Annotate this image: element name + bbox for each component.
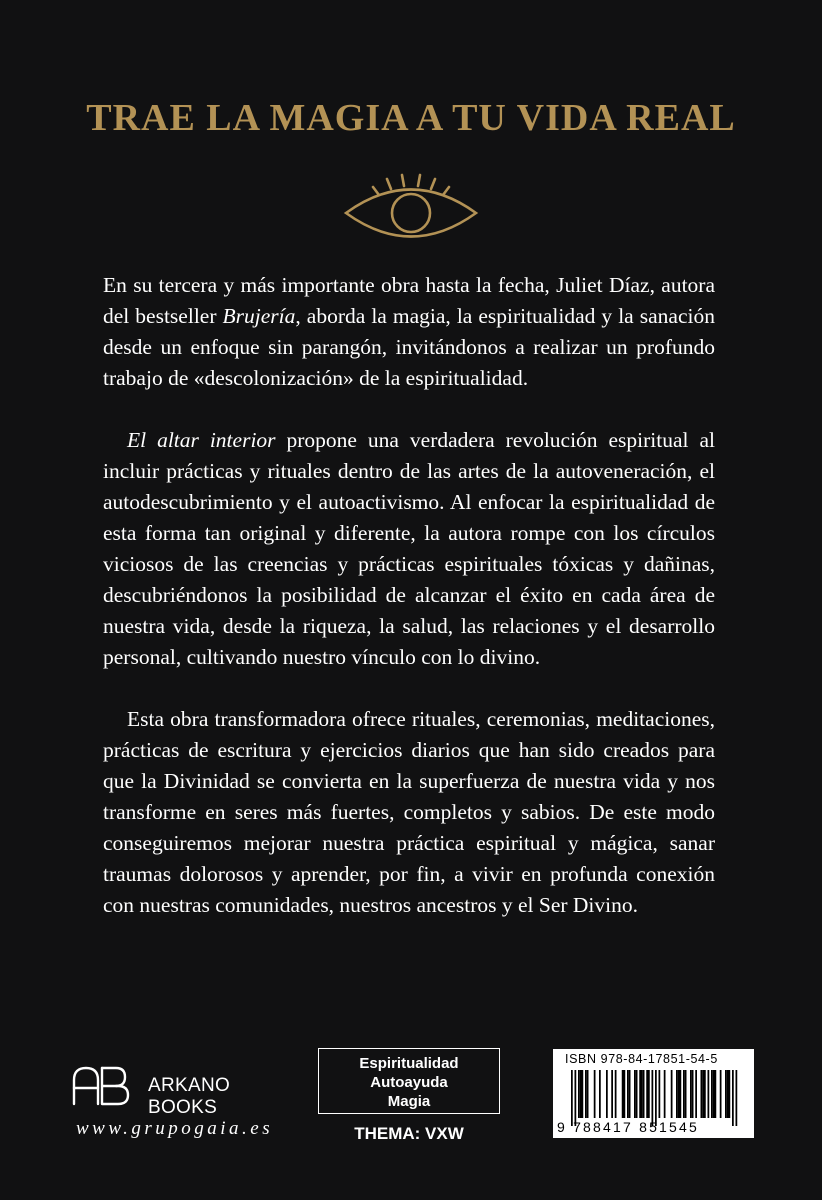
barcode-bar [725,1070,727,1118]
barcode-bar [646,1070,648,1118]
paragraph-2: El altar interior propone una verdadera revolución espiritual al incluir prácticas y rituales dentro de las artes de la autoveneración, el autodescubrimiento y el autoactivismo. Al enfocar la espiritualidad de esta forma tan original y diferente, la autora rompe con los círculos viciosos de las creencias y prácticas espirituales tóxicas y dañinas, descubriéndonos la posibilidad de alcanzar el éxito en cada área de nuestra vida, desde la riqueza, la salud, las relaciones y el desarrollo personal, cultivando nuestro vínculo con lo divino. [103,428,715,669]
barcode-bar [575,1070,577,1126]
barcode-bar [704,1070,706,1118]
barcode-bar [622,1070,624,1118]
barcode-bar [695,1070,697,1118]
barcode-bar [615,1070,617,1118]
barcode-bar [611,1070,613,1118]
barcode-bar [582,1070,584,1118]
barcode-bar [606,1070,608,1118]
barcode-bar [680,1070,682,1118]
category-box [318,1048,500,1114]
barcode-bar [659,1070,661,1118]
barcode-bar [729,1070,731,1118]
barcode-bar [641,1070,643,1118]
description [103,270,715,952]
publisher-name: ARKANO BOOKS [148,1075,231,1118]
headline: TRAE LA MAGIA A TU VIDA REAL [86,97,736,139]
barcode-bar [715,1070,717,1118]
barcode-bar [655,1070,657,1126]
barcode-bar [639,1070,641,1118]
isbn-barcode [553,1049,754,1138]
barcode-bar [711,1070,713,1118]
barcode-bar [720,1070,722,1118]
barcode-bar [690,1070,692,1118]
barcode-bar [713,1070,715,1118]
barcode-bar [580,1070,582,1118]
barcode-bar [708,1070,710,1118]
barcode-bar [636,1070,638,1118]
category-item: Espiritualidad [359,1055,459,1072]
barcode-bar [701,1070,703,1118]
thema-code: THEMA: VXW [354,1124,464,1143]
barcode-bar [736,1070,738,1126]
barcode-bar [676,1070,678,1118]
book-title: El altar interior [127,428,276,452]
barcode-bar [627,1070,629,1118]
barcode-bar [652,1070,654,1126]
publisher-url[interactable]: www.grupogaia.es [76,1118,274,1139]
ab-logo-icon [72,1066,132,1106]
barcode-bar [727,1070,729,1118]
book-title-brujeria: Brujería [222,304,296,328]
barcode-bar [624,1070,626,1118]
barcode-bar [678,1070,680,1118]
barcode-bar [585,1070,587,1118]
barcode-bar [643,1070,645,1118]
barcode-bar [587,1070,589,1118]
barcode-bar [671,1070,673,1118]
barcode-bar [692,1070,694,1118]
barcode-bar [702,1070,704,1118]
barcode-bar [648,1070,650,1118]
barcode-bar [571,1070,573,1126]
category-item: Magia [387,1093,431,1110]
publisher-block [72,1066,302,1146]
category-item: Autoayuda [370,1074,448,1091]
barcode-bar [664,1070,666,1118]
barcode-bar [732,1070,734,1126]
isbn-label: ISBN 978-84-17851-54-5 [565,1052,718,1066]
barcode-bar [599,1070,601,1118]
barcode-bar [578,1070,580,1118]
barcode-bar [683,1070,685,1118]
barcode-bar [634,1070,636,1118]
barcode-bar [629,1070,631,1118]
eye-icon [336,168,486,248]
barcode-bar [685,1070,687,1118]
paragraph-1: En su tercera y más importante obra hasta la fecha, Juliet Díaz, autora del bestseller Brujería, aborda la magia, la espiritualidad y la sanación desde un enfoque sin parangón, invitándonos a realizar un profundo trabajo de «descolonización» de la espiritualidad. [103,273,715,390]
barcode-bar [594,1070,596,1118]
paragraph-3: Esta obra transformadora ofrece rituales, ceremonias, meditaciones, prácticas de escritura y ejercicios diarios que han sido creados para que la Divinidad se convierta en la superfuerza de nuestra vida y nos transforme en seres más fuertes, completos y sabios. De este modo conseguiremos mejorar nuestra práctica espiritual y mágica, sanar traumas dolorosos y aprender, por fin, a vivir en profunda conexión con nuestras comunidades, nuestros ancestros y el Ser Divino. [103,707,715,917]
ean-number: 9 788417 851545 [557,1119,699,1135]
